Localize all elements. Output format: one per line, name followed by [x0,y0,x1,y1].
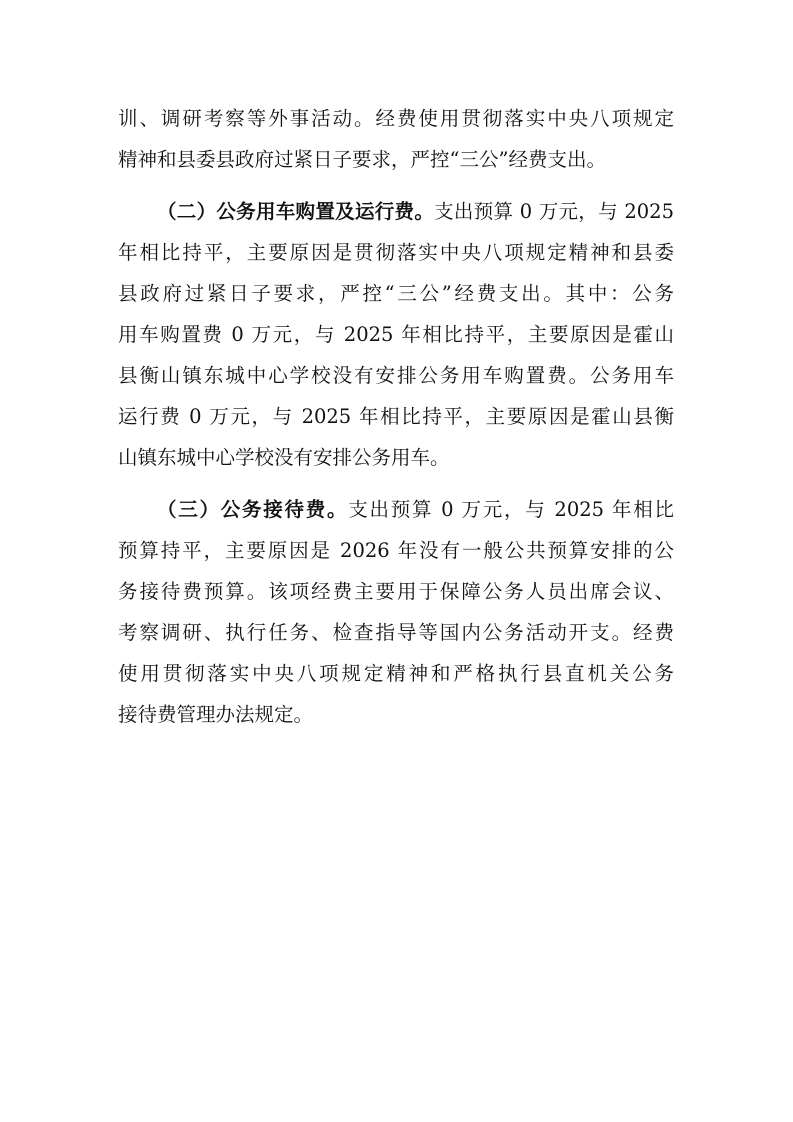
text-run: 支出预算 0 万元，与 2025 [434,200,674,223]
text-line: 运行费 0 万元，与 2025 年相比持平，主要原因是霍山县衡 [118,405,674,428]
paragraph-2-line-6 [0,400,793,434]
paragraph-3-line-6 [0,698,793,732]
text-line: 山镇东城中心学校没有安排公务用车。 [118,446,450,469]
text-line: 考察调研、执行任务、检查指导等国内公务活动开支。经费 [118,621,674,644]
text-line: 县政府过紧日子要求，严控“三公”经费支出。其中：公务 [118,282,674,305]
paragraph-3-line-5 [0,657,793,691]
text-line: 年相比持平，主要原因是贯彻落实中央八项规定精神和县委 [118,241,674,264]
paragraph-2-line-7 [0,441,793,475]
text-line [157,493,674,527]
paragraph-1-line-2 [0,143,793,177]
paragraph-2-line-4 [0,318,793,352]
text-line: 用车购置费 0 万元，与 2025 年相比持平，主要原因是霍山 [118,323,674,346]
paragraph-2-line-1 [0,195,793,229]
text-line: 预算持平，主要原因是 2026 年没有一般公共预算安排的公 [118,539,674,562]
text-line [157,195,674,229]
paragraph-2-line-2 [0,236,793,270]
text-run: 支出预算 0 万元，与 2025 年相比 [348,498,674,521]
text-line: 务接待费预算。该项经费主要用于保障公务人员出席会议、 [118,580,674,603]
paragraph-3-line-4 [0,616,793,650]
paragraph-3-line-2 [0,534,793,568]
text-line: 接待费管理办法规定。 [118,703,314,726]
text-line: 县衡山镇东城中心学校没有安排公务用车购置费。公务用车 [118,364,674,387]
paragraph-1-line-1 [0,102,793,136]
text-line: 使用贯彻落实中央八项规定精神和严格执行县直机关公务 [118,662,674,685]
section-heading: （三）公务接待费。 [157,498,349,521]
text-line: 训、调研考察等外事活动。经费使用贯彻落实中央八项规定 [118,107,674,130]
paragraph-3-line-1 [0,493,793,527]
paragraph-2-line-3 [0,277,793,311]
section-heading: （二）公务用车购置及运行费。 [157,200,435,223]
paragraph-2-line-5 [0,359,793,393]
paragraph-3-line-3 [0,575,793,609]
text-line: 精神和县委县政府过紧日子要求，严控“三公”经费支出。 [118,148,606,171]
